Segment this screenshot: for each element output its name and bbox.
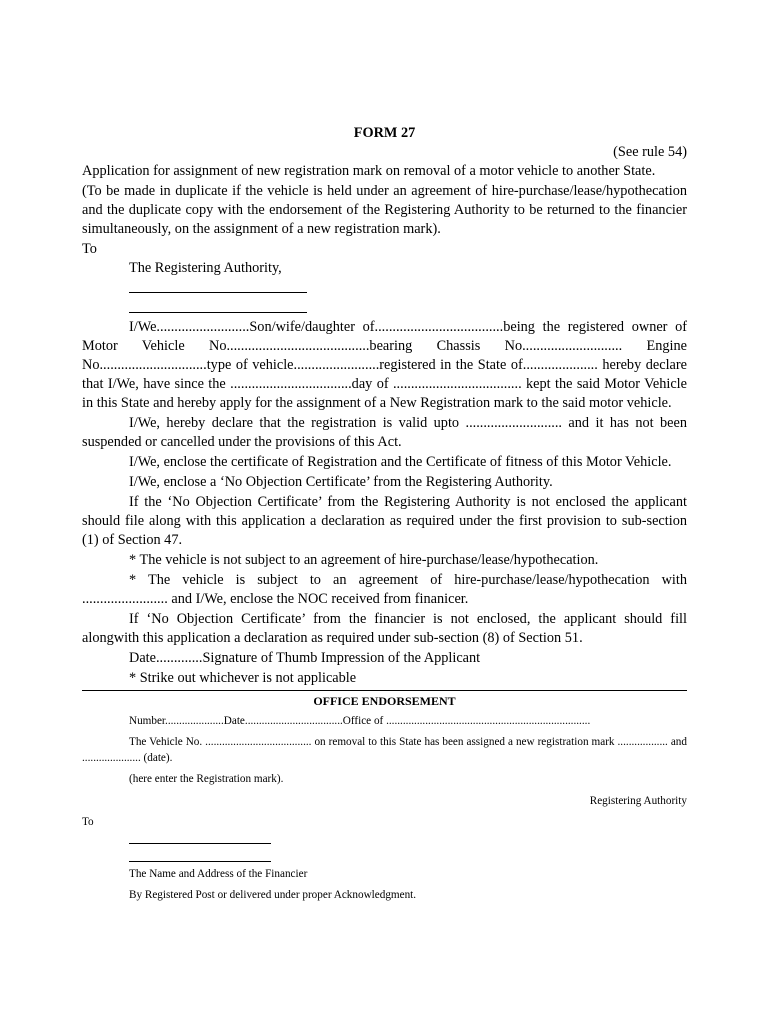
address-blank-line-2 — [129, 298, 307, 313]
financier-noc-paragraph: If ‘No Objection Certificate’ from the financier is not enclosed, the applicant should fill alongwith this application a declaration as required under sub-section (8) of Section 51. — [82, 611, 687, 646]
to-label: To — [82, 241, 97, 257]
form-page — [82, 124, 687, 903]
financier-blank-line-1 — [129, 830, 271, 844]
office-endorsement — [82, 693, 687, 903]
financier-address-label: The Name and Address of the Financier — [129, 868, 308, 880]
endorsement-note: (here enter the Registration mark). — [129, 772, 284, 785]
signature-line: Date.............Signature of Thumb Impression of the Applicant — [129, 650, 481, 666]
endorsement-vehicle-line: The Vehicle No. ...................................... on removal to this State has been assigned a new registration mark .................. and ..................... (date). — [82, 735, 687, 764]
form-title: FORM 27 — [353, 125, 416, 141]
endorsement-number-line: Number.....................Date...................................Office of ......................................................................... — [129, 715, 591, 727]
rule-reference: (See rule 54) — [613, 144, 687, 160]
addressee: The Registering Authority, — [129, 260, 282, 276]
certificate-paragraph: I/We, enclose the certificate of Registration and the Certificate of fitness of this Motor Vehicle. — [129, 454, 672, 470]
delivery-note: By Registered Post or delivered under proper Acknowledgment. — [129, 888, 417, 901]
address-blank-line-1 — [129, 278, 307, 293]
endorsement-to-label: To — [82, 815, 94, 828]
declaration-paragraph: I/We..........................Son/wife/daughter of....................................being the registered owner of Motor Vehicle No........................................bearing Chassis No............................ Engine No..............................type of vehicle........................registered in the State of..................... hereby declare that I/We, have since the ..................................day of .................................... kept the said Motor Vehicle in this State and hereby apply for the assignment of a New Registration mark to the said motor vehicle. — [82, 319, 687, 411]
financier-blank-line-2 — [129, 848, 271, 862]
registering-authority-signature: Registering Authority — [589, 795, 687, 807]
endorsement-title: OFFICE ENDORSEMENT — [313, 694, 456, 708]
section-divider — [82, 690, 687, 691]
noc-paragraph: I/We, enclose a ‘No Objection Certificate’ from the Registering Authority. — [129, 474, 553, 490]
subject-paragraph: * The vehicle is subject to an agreement of hire-purchase/lease/hypothecation with ........................ and I/We, enclose the NOC received from finanicer. — [82, 572, 687, 607]
form-instruction: (To be made in duplicate if the vehicle is held under an agreement of hire-purchase/lease/hypothecation and the duplicate copy with the endorsement of the Registering Authority to be returned to the financier simultaneously, on the assignment of a new registration mark). — [82, 183, 687, 237]
noc-missing-paragraph: If the ‘No Objection Certificate’ from the Registering Authority is not enclosed the applicant should file along with this application a declaration as required under the first provision to sub-section (1) of Section 47. — [82, 494, 687, 548]
strike-out-note: * Strike out whichever is not applicable — [129, 670, 357, 686]
validity-paragraph: I/We, hereby declare that the registration is valid upto ........................... and it has not been suspended or cancelled under the provisions of this Act. — [82, 415, 687, 450]
not-subject-paragraph: * The vehicle is not subject to an agreement of hire-purchase/lease/hypothecation. — [129, 552, 599, 568]
form-subject: Application for assignment of new registration mark on removal of a motor vehicle to another State. — [82, 163, 656, 179]
